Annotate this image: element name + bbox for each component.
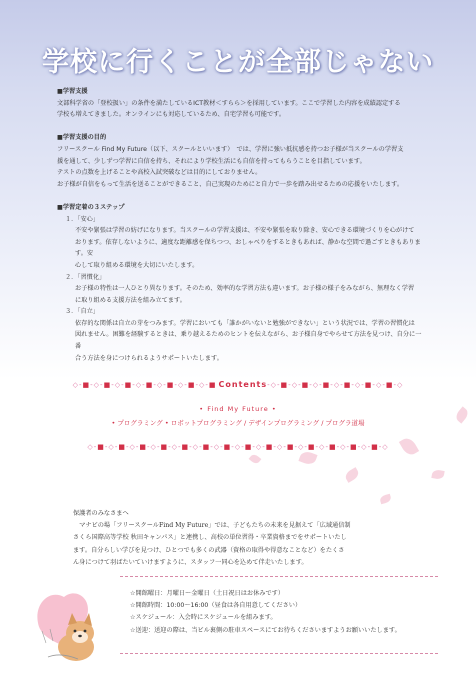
guardian-line: 保護者のみなさまへ	[73, 510, 129, 517]
section2-line: テストの点数を上げることや高校入試突破などは目的にしておりません。	[57, 169, 262, 177]
decorative-dot-row: ◇-■-◇-■-◇-■-◇-■-◇-■-◇-■-◇-■ Contents-◇-■-◇-■-◇-■-◇-■-◇-■-◇-■-◇	[72, 380, 404, 389]
guardian-line: ます。自分らしい学びを見つけ、ひとつでも多くの武器（資格の取得や得意なことなど）をたくさ	[73, 546, 345, 554]
step-line: 合う方法を身につけられるようサポートいたします。	[75, 354, 223, 362]
guardian-line: さくら国際高等学校 秋田キャンパス」と連携し、高校の単位習得・卒業資格までをサポートいたし	[73, 534, 347, 542]
section1-line: 文部科学省の「登校扱い」の条件を満たしているICT教材＜すらら＞を採用しています。ここで学習した内容を成績認定する	[57, 99, 401, 107]
step-line: おります。依存しないように、適度な距離感を保ちつつ、おしゃべりをするときもあれば、静かな空間で過ごすときもあります。安	[75, 238, 421, 258]
guardian-line: マナビの場「フリースクールFind My Future」では、子どもたちの未来を見据えて「広域通信制	[73, 522, 351, 530]
section-title-three-steps: ■学習定着の３ステップ	[57, 203, 125, 211]
section2-line: フリースクール Find My Future（以下、スクールといいます） では、学習に強い抵抗感を持つお子様が当スクールの学習支	[57, 145, 404, 153]
step-line: に取り組める支援方法を組み立てます。	[75, 296, 186, 304]
dog-illustration-icon	[28, 583, 114, 669]
contents-title: Contents	[218, 380, 268, 389]
decorative-dot-row: ◇-■-◇-■-◇-■-◇-■-◇-■-◇-■-◇-■-◇-■-◇-■-◇-■-◇-■-◇-■-◇-■-◇-■-◇	[87, 443, 389, 451]
info-schedule: ☆スケジュール：入会時にスケジュールを組みます。	[130, 614, 277, 622]
section2-line: 援を通して、少しずつ学習に自信を持ち、それにより学校生活にも自信を持ってもらうことを目指しています。	[57, 157, 366, 165]
info-opening-days: ☆開館曜日：月曜日～金曜日（土日祝日はお休みです）	[130, 590, 285, 597]
sakura-petal-icon	[343, 467, 360, 483]
step-heading: ２．「習慣化」	[65, 273, 106, 281]
sakura-petal-icon	[431, 469, 444, 480]
section-title-purpose: ■学習支援の目的	[57, 134, 107, 142]
step-heading: ３．「自立」	[65, 308, 100, 316]
step-heading: １．「安心」	[65, 215, 100, 223]
sakura-petal-icon	[249, 453, 262, 466]
step-line: 依存的な関係は自立の芽をつみます。学習においても「誰かがいないと勉強ができない」という状況では、学習の習慣化は	[75, 319, 415, 327]
contents-item-programming: • プログラミング • ロボットプログラミング / デザインプログラミング / プログラ道場	[111, 419, 365, 427]
contents-block	[0, 380, 476, 452]
step-line: 不安や緊張は学習の妨げになります。当スクールの学習支援は、不安や緊張を取り除き、安心できる環境づくりを心がけて	[75, 227, 415, 235]
section-title-learning-support: ■学習支援	[57, 88, 88, 95]
step-line: 心して取り組める環境を大切にいたします。	[75, 261, 199, 269]
section1-line: 学校も増えてきました。オンラインにも対応しているため、自宅学習も可能です。	[57, 111, 286, 119]
sakura-petal-icon	[298, 450, 317, 467]
guardian-line: ん身につけて羽ばたいていけますように、スタッフ一同心を込めて伴走いたします。	[73, 558, 308, 566]
main-content	[57, 86, 427, 364]
sakura-petal-icon	[379, 494, 392, 505]
info-pickup: ☆送迎：送迎の際は、当ビル裏側の駐車スペースにてお待ちくださいますようお願いいたします。	[130, 626, 401, 634]
guardian-message	[73, 508, 418, 569]
contents-item-find-my-future: • Find My Future •	[199, 405, 277, 413]
section2-line: お子様が自信をもって生活を送ることができること、自己実現のためにと自力で一歩を踏み出せるための応援をいたします。	[57, 180, 404, 188]
page-headline: 学校に行くことが全部じゃない	[42, 47, 434, 78]
info-list	[130, 588, 450, 637]
info-opening-hours: ☆開館時間：10:00～16:00（昼食は各自用意してください）	[130, 602, 302, 610]
step-line: 図れません。困難を経験するときは、乗り越えるためのヒントを伝えながら、お子様自身でやらせて方法を見つけ、自分に一番	[75, 331, 422, 351]
step-line: お子様の特性は一人ひとり異なります。そのため、効率的な学習方法も違います。お子様の様子をみながら、無理なく学習	[75, 285, 415, 293]
